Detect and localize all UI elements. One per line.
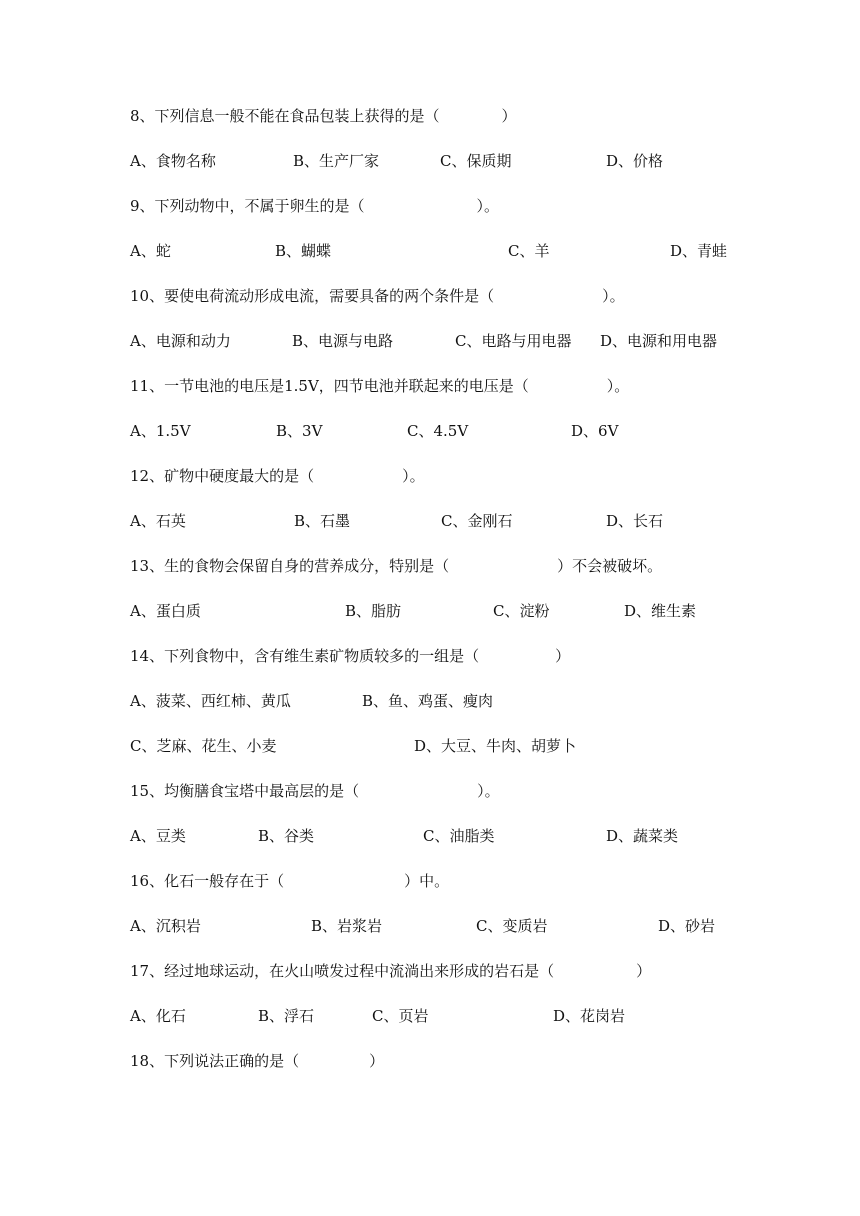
option-d: D、6V — [571, 422, 619, 440]
option-a: A、1.5V — [130, 422, 191, 440]
question-12-stem — [130, 465, 425, 487]
question-17-stem — [130, 960, 651, 982]
option-b: B、蝴蝶 — [275, 242, 332, 260]
question-close-paren: ）。 — [476, 197, 500, 215]
option-c: C、羊 — [508, 242, 550, 260]
question-close-paren: ） — [555, 647, 571, 665]
option-a: A、沉积岩 — [130, 917, 201, 935]
option-a: A、蛇 — [130, 242, 171, 260]
question-close-paren: ） — [501, 107, 517, 125]
question-15-stem — [130, 780, 500, 802]
question-14-options-row2 — [130, 735, 577, 757]
question-10-stem — [130, 285, 625, 307]
question-stem-text: 10、要使电荷流动形成电流，需要具备的两个条件是（ — [130, 287, 495, 305]
question-close-paren: ） — [636, 962, 652, 980]
question-stem-text: 8、下列信息一般不能在食品包装上获得的是（ — [130, 107, 440, 125]
question-17-options — [130, 1005, 626, 1027]
question-close-paren: ）中。 — [404, 872, 450, 890]
option-c: C、淀粉 — [493, 602, 550, 620]
option-a: A、电源和动力 — [130, 332, 231, 350]
question-16-stem — [130, 870, 449, 892]
question-close-paren: ）不会被破坏。 — [557, 557, 663, 575]
question-13-options — [130, 600, 697, 622]
question-8-options — [130, 150, 664, 172]
question-close-paren: ） — [369, 1052, 385, 1070]
option-c: C、油脂类 — [423, 827, 495, 845]
option-d: D、价格 — [606, 152, 664, 170]
option-b: B、3V — [276, 422, 323, 440]
question-stem-text: 18、下列说法正确的是（ — [130, 1052, 300, 1070]
option-b: B、谷类 — [258, 827, 315, 845]
question-stem-text: 16、化石一般存在于（ — [130, 872, 285, 890]
option-b: B、浮石 — [258, 1007, 315, 1025]
option-d: D、蔬菜类 — [606, 827, 679, 845]
option-d: D、电源和用电器 — [600, 332, 718, 350]
option-d: D、青蛙 — [670, 242, 728, 260]
option-a: A、石英 — [130, 512, 186, 530]
question-11-stem — [130, 375, 629, 397]
question-18-stem — [130, 1050, 384, 1072]
option-b: B、石墨 — [294, 512, 351, 530]
option-d: D、维生素 — [624, 602, 697, 620]
option-c: C、芝麻、花生、小麦 — [130, 737, 277, 755]
option-a: A、豆类 — [130, 827, 186, 845]
option-c: C、变质岩 — [476, 917, 548, 935]
option-c: C、金刚石 — [441, 512, 513, 530]
question-16-options — [130, 915, 716, 937]
option-c: C、4.5V — [407, 422, 469, 440]
option-c: C、电路与用电器 — [455, 332, 572, 350]
question-9-stem — [130, 195, 499, 217]
option-a: A、蛋白质 — [130, 602, 201, 620]
option-b: B、鱼、鸡蛋、瘦肉 — [362, 692, 494, 710]
option-d: D、大豆、牛肉、胡萝卜 — [414, 737, 577, 755]
question-stem-text: 14、下列食物中，含有维生素矿物质较多的一组是（ — [130, 647, 480, 665]
option-d: D、花岗岩 — [553, 1007, 626, 1025]
question-15-options — [130, 825, 679, 847]
option-c: C、页岩 — [372, 1007, 429, 1025]
question-8-stem — [130, 105, 517, 127]
option-b: B、脂肪 — [345, 602, 402, 620]
option-b: B、电源与电路 — [292, 332, 394, 350]
question-stem-text: 17、经过地球运动，在火山喷发过程中流淌出来形成的岩石是（ — [130, 962, 555, 980]
question-stem-text: 15、均衡膳食宝塔中最高层的是（ — [130, 782, 360, 800]
question-stem-text: 12、矿物中硬度最大的是（ — [130, 467, 315, 485]
option-d: D、砂岩 — [658, 917, 716, 935]
option-a: A、化石 — [130, 1007, 186, 1025]
question-stem-text: 9、下列动物中，不属于卵生的是（ — [130, 197, 365, 215]
question-stem-text: 13、生的食物会保留自身的营养成分，特别是（ — [130, 557, 450, 575]
question-close-paren: ）。 — [402, 467, 425, 485]
question-close-paren: ）。 — [602, 287, 625, 305]
question-close-paren: ）。 — [606, 377, 630, 395]
question-13-stem — [130, 555, 662, 577]
option-b: B、生产厂家 — [293, 152, 380, 170]
option-a: A、食物名称 — [130, 152, 216, 170]
option-c: C、保质期 — [440, 152, 512, 170]
question-9-options — [130, 240, 728, 262]
question-14-stem — [130, 645, 570, 667]
question-10-options — [130, 330, 718, 352]
option-a: A、菠菜、西红柿、黄瓜 — [130, 692, 291, 710]
option-d: D、长石 — [606, 512, 664, 530]
question-11-options — [130, 420, 619, 442]
question-close-paren: ）。 — [477, 782, 500, 800]
question-stem-text: 11、一节电池的电压是1.5V，四节电池并联起来的电压是（ — [130, 377, 529, 395]
question-12-options — [130, 510, 664, 532]
option-b: B、岩浆岩 — [311, 917, 383, 935]
question-14-options-row1 — [130, 690, 494, 712]
